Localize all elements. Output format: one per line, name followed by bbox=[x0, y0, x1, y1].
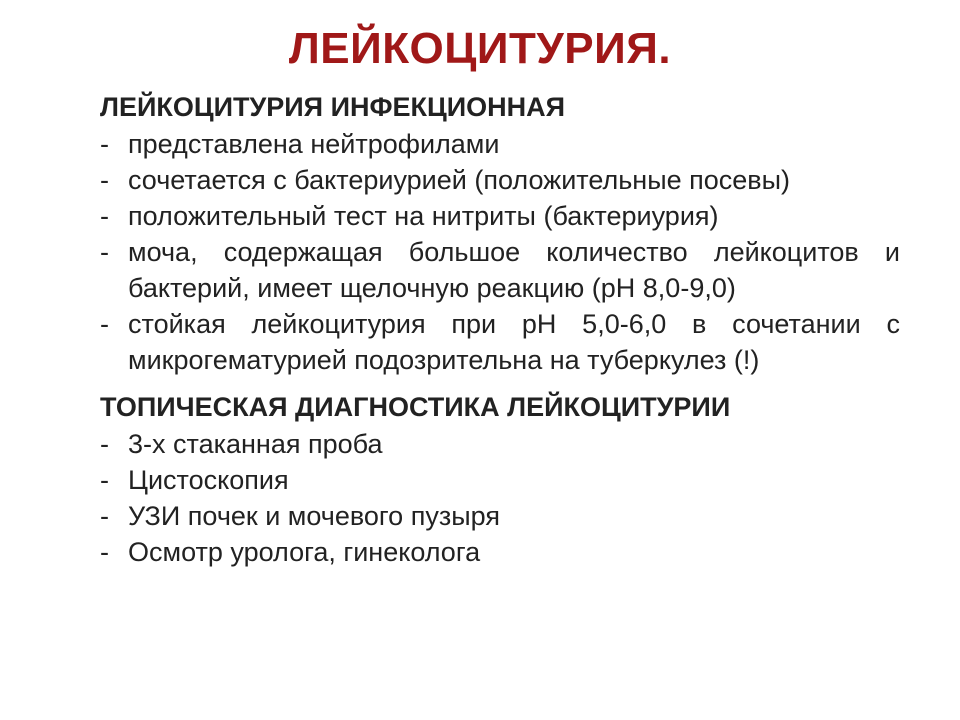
list-item-text: 3-х стаканная проба bbox=[128, 429, 383, 459]
section-topical-diagnosis bbox=[100, 388, 900, 570]
list-item bbox=[100, 534, 900, 570]
dash-bullet: - bbox=[100, 201, 109, 231]
section-infectious-leukocyturia bbox=[100, 88, 900, 378]
slide-content bbox=[100, 88, 900, 570]
list-item-text: положительный тест на нитриты (бактериурия) bbox=[128, 201, 719, 231]
list-item-text: сочетается с бактериурией (положительные посевы) bbox=[128, 165, 791, 195]
list-item bbox=[100, 162, 900, 198]
list-item-text: моча, содержащая большое количество лейкоцитов и бактерий, имеет щелочную реакцию (рН 8,0-9,0) bbox=[128, 237, 900, 303]
list-item bbox=[100, 198, 900, 234]
list-item-text: УЗИ почек и мочевого пузыря bbox=[128, 501, 500, 531]
dash-bullet: - bbox=[100, 237, 109, 267]
list-item-text: Осмотр уролога, гинеколога bbox=[128, 537, 481, 567]
list-item bbox=[100, 306, 900, 378]
section-heading: ТОПИЧЕСКАЯ ДИАГНОСТИКА ЛЕЙКОЦИТУРИИ bbox=[100, 392, 731, 422]
list-item bbox=[100, 426, 900, 462]
section-heading: ЛЕЙКОЦИТУРИЯ ИНФЕКЦИОННАЯ bbox=[100, 92, 566, 122]
dash-bullet: - bbox=[100, 309, 109, 339]
list-item bbox=[100, 462, 900, 498]
list-item bbox=[100, 498, 900, 534]
list-item-text: Цистоскопия bbox=[128, 465, 289, 495]
dash-bullet: - bbox=[100, 429, 109, 459]
bullet-list bbox=[100, 126, 900, 378]
dash-bullet: - bbox=[100, 465, 109, 495]
list-item-text: представлена нейтрофилами bbox=[128, 129, 500, 159]
list-item-text: стойкая лейкоцитурия при рН 5,0-6,0 в сочетании с микрогематурией подозрительна на туберкулез (!) bbox=[128, 309, 900, 375]
dash-bullet: - bbox=[100, 501, 109, 531]
dash-bullet: - bbox=[100, 165, 109, 195]
dash-bullet: - bbox=[100, 129, 109, 159]
dash-bullet: - bbox=[100, 537, 109, 567]
slide-title: ЛЕЙКОЦИТУРИЯ. bbox=[288, 24, 672, 73]
list-item bbox=[100, 126, 900, 162]
bullet-list bbox=[100, 426, 900, 570]
list-item bbox=[100, 234, 900, 306]
